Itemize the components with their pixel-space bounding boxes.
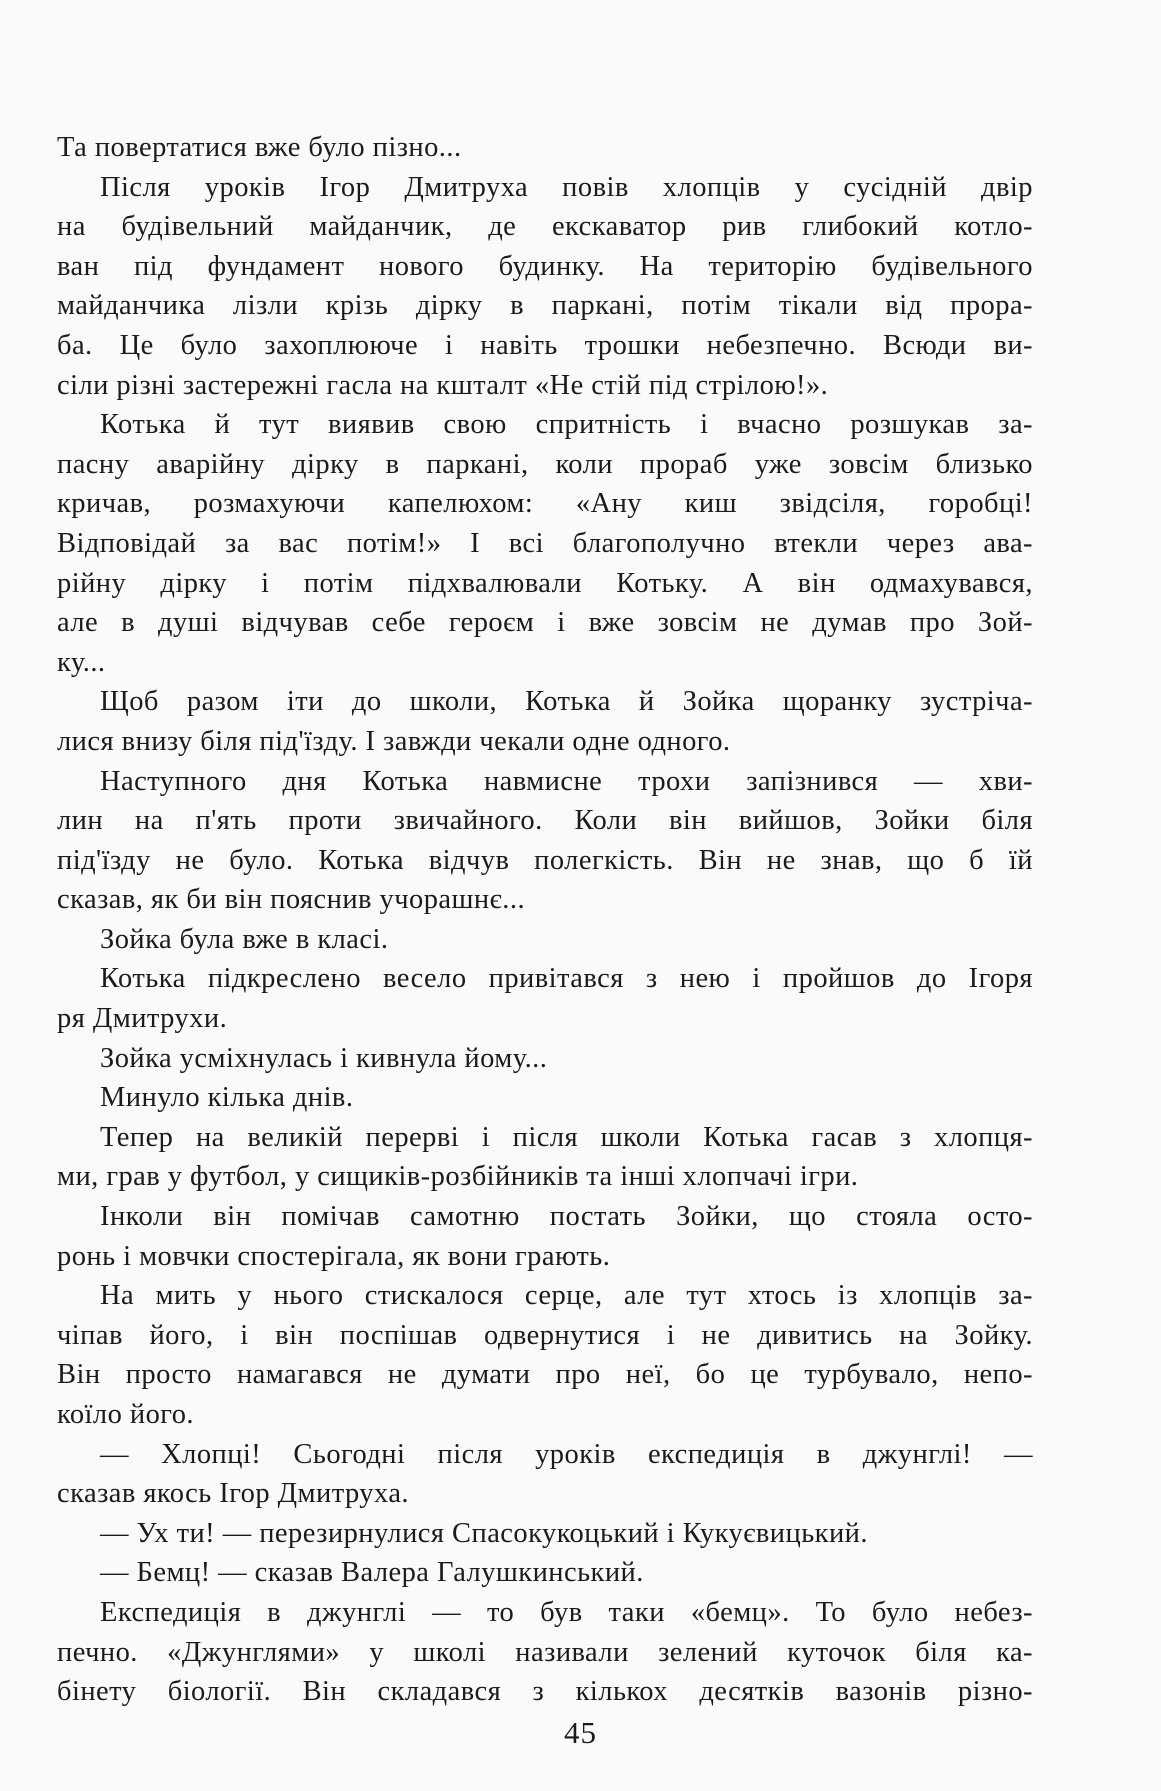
- text-line: печно. «Джунглями» у школі називали зелений куточок біля ка-: [57, 1636, 1033, 1668]
- page-body-text: [57, 128, 1033, 1712]
- text-line: ми, грав у футбол, у сищиків-розбійників та інші хлопчачі ігри.: [57, 1161, 859, 1193]
- text-line: пасну аварійну дірку в паркані, коли прораб уже зовсім близько: [57, 448, 1033, 480]
- text-line: ба. Це було захоплююче і навіть трошки небезпечно. Всюди ви-: [57, 329, 1033, 361]
- text-line: сіли різні застережні гасла на кшталт «Не стій під стрілою!».: [57, 369, 829, 401]
- text-line: Зойка була вже в класі.: [100, 923, 389, 955]
- text-line: Зойка усміхнулась і кивнула йому...: [100, 1042, 548, 1074]
- text-line: ря Дмитрухи.: [57, 1003, 228, 1035]
- text-line: — Бемц! — сказав Валера Галушкинський.: [100, 1557, 644, 1589]
- text-line: ронь і мовчки спостерігала, як вони грають.: [57, 1240, 611, 1272]
- text-line: Минуло кілька днів.: [100, 1082, 354, 1114]
- text-line: сказав, як би він пояснив учорашнє...: [57, 884, 526, 916]
- text-line: — Хлопці! Сьогодні після уроків експедиція в джунглі! —: [100, 1438, 1033, 1470]
- text-line: майданчика лізли крізь дірку в паркані, потім тікали від прора-: [57, 290, 1033, 322]
- text-line: ку...: [57, 646, 106, 678]
- text-line: лин на п'ять проти звичайного. Коли він вийшов, Зойки біля: [57, 805, 1033, 837]
- text-line: на будівельний майданчик, де екскаватор рив глибокий котло-: [57, 211, 1033, 243]
- text-line: лися внизу біля під'їзду. І завжди чекали одне одного.: [57, 725, 731, 757]
- text-line: рійну дірку і потім підхвалювали Котьку. А він одмахувався,: [57, 567, 1033, 599]
- text-line: — Ух ти! — перезирнулися Спасокукоцький і Кукуєвицький.: [100, 1517, 868, 1549]
- text-line: ван під фундамент нового будинку. На територію будівельного: [57, 250, 1033, 282]
- text-line: Наступного дня Котька навмисне трохи запізнився — хви-: [100, 765, 1033, 797]
- text-line: Він просто намагався не думати про неї, бо це турбувало, непо-: [57, 1359, 1033, 1391]
- text-line: На мить у нього стискалося серце, але тут хтось із хлопців за-: [100, 1280, 1033, 1312]
- text-line: сказав якось Ігор Дмитруха.: [57, 1478, 409, 1510]
- text-line: під'їзду не було. Котька відчув полегкість. Він не знав, що б їй: [57, 844, 1033, 876]
- text-line: бінету біології. Він складався з кількох десятків вазонів різно-: [57, 1676, 1033, 1708]
- text-line: Котька підкреслено весело привітався з нею і пройшов до Ігоря: [100, 963, 1033, 995]
- text-line: коїло його.: [57, 1399, 194, 1430]
- text-line: чіпав його, і він поспішав одвернутися і не дивитись на Зойку.: [57, 1319, 1033, 1351]
- text-line: але в душі відчував себе героєм і вже зовсім не думав про Зой-: [57, 607, 1033, 639]
- text-line: Експедиція в джунглі — то був таки «бемц». То було небез-: [100, 1596, 1033, 1628]
- text-line: Та повертатися вже було пізно...: [57, 132, 462, 163]
- page-number: 45: [564, 1715, 597, 1750]
- text-line: Тепер на великій перерві і після школи Котька гасав з хлопця-: [100, 1121, 1033, 1153]
- text-line: Відповідай за вас потім!» І всі благополучно втекли через ава-: [57, 527, 1033, 559]
- text-line: кричав, розмахуючи капелюхом: «Ану киш звідсіля, горобці!: [57, 488, 1033, 520]
- text-line: Інколи він помічав самотню постать Зойки, що стояла осто-: [100, 1201, 1033, 1233]
- text-line: Котька й тут виявив свою спритність і вчасно розшукав за-: [100, 409, 1033, 441]
- text-line: Щоб разом іти до школи, Котька й Зойка щоранку зустріча-: [100, 686, 1033, 718]
- text-line: Після уроків Ігор Дмитруха повів хлопців у сусідній двір: [100, 171, 1033, 203]
